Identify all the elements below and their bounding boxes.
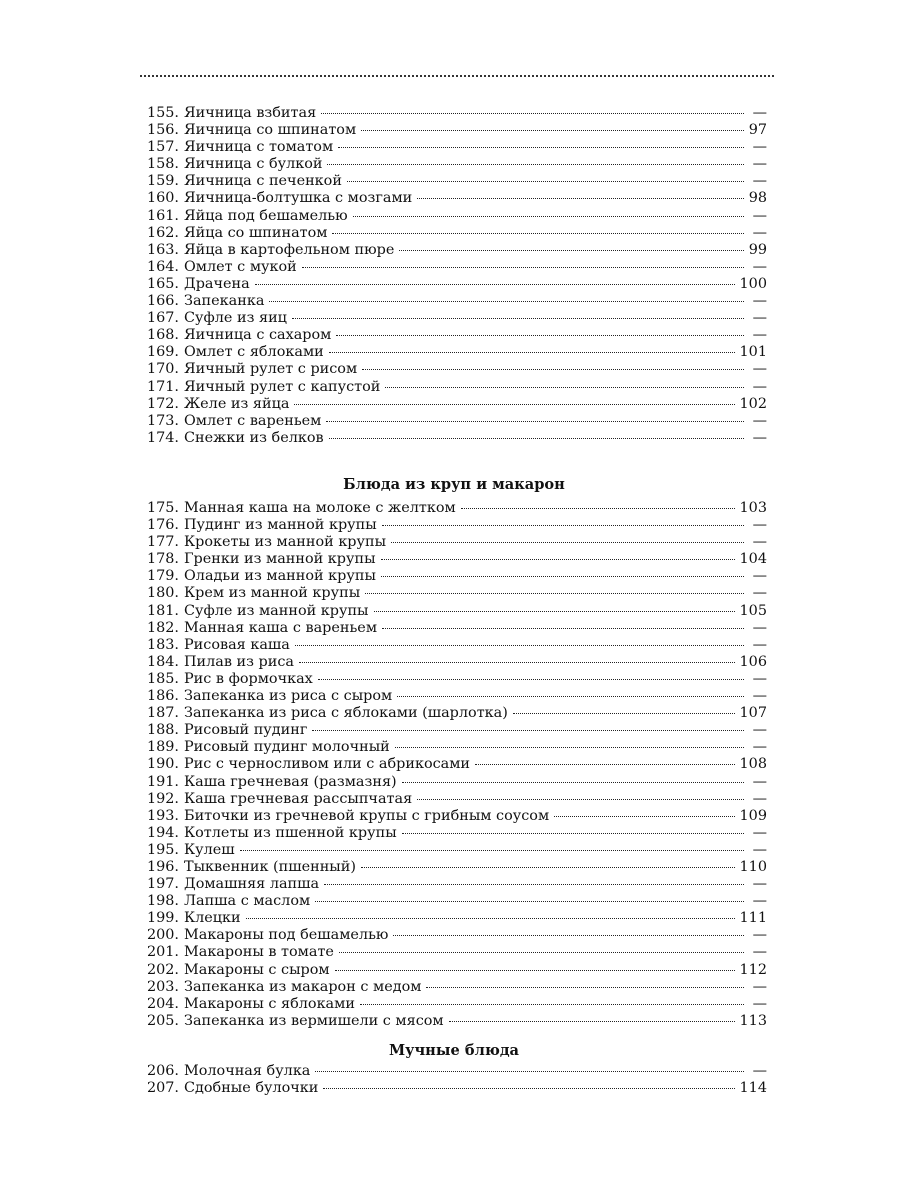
entry-page-number: 111 xyxy=(739,910,767,927)
entry-number: 166. xyxy=(146,293,179,310)
toc-entry xyxy=(141,327,767,344)
entry-number: 159. xyxy=(146,173,179,190)
toc-entry xyxy=(141,361,767,378)
entry-number: 192. xyxy=(146,790,179,807)
entry-title: Омлет с яблоками xyxy=(184,344,324,361)
entry-number: 187. xyxy=(146,705,179,722)
entry-title: Макароны под бешамелью xyxy=(184,927,389,944)
toc-entry xyxy=(141,637,767,654)
dot-leader xyxy=(318,679,744,680)
dot-leader xyxy=(382,628,744,629)
toc-entry xyxy=(141,225,767,242)
toc-entry xyxy=(141,430,767,447)
entry-page-number: 104 xyxy=(739,551,767,568)
entry-page-number: — xyxy=(752,944,767,961)
toc-entry xyxy=(141,876,767,893)
toc-entry xyxy=(141,310,767,327)
toc-entry xyxy=(141,396,767,413)
entry-page-number: 101 xyxy=(739,344,767,361)
entry-title: Запеканка из риса с яблоками (шарлотка) xyxy=(184,705,508,722)
entry-title: Молочная булка xyxy=(184,1063,311,1079)
entry-number: 163. xyxy=(146,241,179,258)
entry-title: Яичница с сахаром xyxy=(184,327,332,344)
entry-title: Запеканка из макарон с медом xyxy=(184,978,422,995)
toc-entry xyxy=(141,893,767,910)
entry-title: Крем из манной крупы xyxy=(184,585,361,602)
entry-number: 179. xyxy=(146,568,179,585)
toc-entry xyxy=(141,774,767,791)
entry-number: 191. xyxy=(146,773,179,790)
entry-page-number: — xyxy=(752,293,767,310)
toc-entry xyxy=(141,910,767,927)
dot-leader xyxy=(362,369,744,370)
entry-page-number: — xyxy=(752,327,767,344)
toc-entry xyxy=(141,1080,767,1097)
dot-leader xyxy=(391,542,744,543)
dot-leader xyxy=(299,662,735,663)
toc-entry xyxy=(141,517,767,534)
dot-leader xyxy=(339,952,744,953)
entry-number: 194. xyxy=(146,824,179,841)
toc-entry xyxy=(141,705,767,722)
dot-leader xyxy=(294,404,734,405)
entry-title: Домашняя лапша xyxy=(184,876,320,893)
entry-title: Манная каша с вареньем xyxy=(184,619,378,636)
entry-number: 156. xyxy=(146,122,179,139)
entry-title: Яйца под бешамелью xyxy=(184,207,348,224)
entry-title: Снежки из белков xyxy=(184,429,324,446)
toc-entry xyxy=(141,859,767,876)
entry-page-number: — xyxy=(752,139,767,156)
entry-number: 188. xyxy=(146,722,179,739)
entry-title: Манная каша на молоке с желтком xyxy=(184,500,456,516)
entry-page-number: — xyxy=(752,876,767,893)
entry-page-number: — xyxy=(752,361,767,378)
dot-leader xyxy=(417,799,744,800)
entry-title: Крокеты из манной крупы xyxy=(184,534,387,551)
entry-page-number: — xyxy=(752,739,767,756)
dot-leader xyxy=(475,764,735,765)
entry-number: 197. xyxy=(146,876,179,893)
entry-title: Рис с черносливом или с абрикосами xyxy=(184,756,471,773)
dot-leader xyxy=(302,267,744,268)
toc-entry xyxy=(141,242,767,259)
toc-entry xyxy=(141,500,767,517)
dot-leader xyxy=(347,181,744,182)
entry-number: 176. xyxy=(146,517,179,534)
toc-section-flour-dishes xyxy=(141,1063,767,1097)
dot-leader xyxy=(292,318,744,319)
dot-leader xyxy=(324,884,744,885)
dot-leader xyxy=(315,901,744,902)
entry-page-number: 114 xyxy=(739,1080,767,1097)
toc-entry xyxy=(141,620,767,637)
entry-number: 164. xyxy=(146,258,179,275)
toc-entry xyxy=(141,122,767,139)
entry-title: Гренки из манной крупы xyxy=(184,551,376,568)
toc-entry xyxy=(141,1063,767,1080)
dot-leader xyxy=(327,164,744,165)
entry-title: Каша гречневая рассыпчатая xyxy=(184,790,413,807)
toc-entry xyxy=(141,996,767,1013)
entry-title: Лапша с маслом xyxy=(184,893,311,910)
entry-number: 162. xyxy=(146,224,179,241)
entry-title: Макароны в томате xyxy=(184,944,334,961)
entry-page-number: — xyxy=(752,1063,767,1079)
dot-leader xyxy=(332,233,744,234)
entry-number: 184. xyxy=(146,653,179,670)
dot-leader xyxy=(426,987,744,988)
entry-title: Яичница со шпинатом xyxy=(184,122,357,139)
entry-number: 205. xyxy=(146,1012,179,1029)
entry-number: 170. xyxy=(146,361,179,378)
entry-title: Яичница взбитая xyxy=(184,105,317,121)
entry-page-number: 108 xyxy=(739,756,767,773)
dot-leader xyxy=(395,747,744,748)
entry-number: 165. xyxy=(146,275,179,292)
entry-page-number: 98 xyxy=(748,190,767,207)
toc-entry xyxy=(141,173,767,190)
entry-page-number: — xyxy=(752,585,767,602)
entry-title: Яичница с булкой xyxy=(184,156,323,173)
dot-leader xyxy=(402,782,744,783)
entry-title: Котлеты из пшенной крупы xyxy=(184,824,397,841)
dot-leader xyxy=(353,216,744,217)
entry-number: 167. xyxy=(146,310,179,327)
dot-leader xyxy=(336,335,744,336)
toc-entry xyxy=(141,534,767,551)
entry-page-number: 107 xyxy=(739,705,767,722)
entry-number: 160. xyxy=(146,190,179,207)
entry-number: 169. xyxy=(146,344,179,361)
toc-entry xyxy=(141,190,767,207)
entry-title: Яичница-болтушка с мозгами xyxy=(184,190,413,207)
entry-number: 181. xyxy=(146,602,179,619)
entry-page-number: — xyxy=(752,534,767,551)
entry-number: 182. xyxy=(146,619,179,636)
dot-leader xyxy=(399,250,743,251)
entry-number: 189. xyxy=(146,739,179,756)
entry-number: 172. xyxy=(146,395,179,412)
toc-entry xyxy=(141,139,767,156)
dot-leader xyxy=(321,113,744,114)
entry-title: Яйца в картофельном пюре xyxy=(184,241,395,258)
toc-entry xyxy=(141,259,767,276)
entry-number: 168. xyxy=(146,327,179,344)
toc-entry xyxy=(141,808,767,825)
toc-entry xyxy=(141,944,767,961)
dot-leader xyxy=(338,147,744,148)
entry-title: Омлет с мукой xyxy=(184,258,297,275)
entry-page-number: — xyxy=(752,378,767,395)
toc-entry xyxy=(141,208,767,225)
entry-page-number: 106 xyxy=(739,653,767,670)
entry-title: Яичный рулет с рисом xyxy=(184,361,358,378)
dot-leader xyxy=(554,816,734,817)
dot-leader xyxy=(361,867,735,868)
dot-leader xyxy=(295,645,744,646)
dot-leader xyxy=(326,421,744,422)
entry-page-number: 110 xyxy=(739,858,767,875)
entry-title: Рисовая каша xyxy=(184,636,290,653)
dot-leader xyxy=(382,525,744,526)
toc-entry xyxy=(141,1013,767,1030)
entry-number: 201. xyxy=(146,944,179,961)
entry-page-number: — xyxy=(752,310,767,327)
entry-page-number: 113 xyxy=(739,1012,767,1029)
dot-leader xyxy=(329,438,744,439)
dot-leader xyxy=(385,387,744,388)
entry-page-number: 102 xyxy=(739,395,767,412)
dot-leader xyxy=(246,918,735,919)
dot-leader xyxy=(397,696,744,697)
entry-page-number: — xyxy=(752,978,767,995)
entry-number: 203. xyxy=(146,978,179,995)
dot-leader xyxy=(323,1088,734,1089)
entry-title: Драчена xyxy=(184,275,250,292)
entry-number: 173. xyxy=(146,412,179,429)
entry-page-number: — xyxy=(752,688,767,705)
toc-entry xyxy=(141,654,767,671)
dot-leader xyxy=(315,1071,744,1072)
entry-title: Сдобные булочки xyxy=(184,1080,319,1097)
entry-page-number: — xyxy=(752,773,767,790)
entry-title: Суфле из яиц xyxy=(184,310,287,327)
dot-leader xyxy=(360,1004,744,1005)
entry-page-number: 97 xyxy=(748,122,767,139)
top-dotted-rule xyxy=(140,75,774,77)
dot-leader xyxy=(365,593,744,594)
entry-page-number: — xyxy=(752,207,767,224)
entry-title: Биточки из гречневой крупы с грибным соусом xyxy=(184,807,550,824)
toc-entry xyxy=(141,825,767,842)
entry-title: Запеканка из вермишели с мясом xyxy=(184,1012,444,1029)
entry-title: Каша гречневая (размазня) xyxy=(184,773,397,790)
toc-entry xyxy=(141,585,767,602)
entry-title: Пилав из риса xyxy=(184,653,294,670)
entry-title: Макароны с сыром xyxy=(184,961,330,978)
entry-page-number: 99 xyxy=(748,241,767,258)
entry-page-number: — xyxy=(752,636,767,653)
dot-leader xyxy=(269,301,744,302)
entry-page-number: 112 xyxy=(739,961,767,978)
dot-leader xyxy=(393,935,744,936)
entry-number: 155. xyxy=(146,105,179,121)
entry-page-number: — xyxy=(752,841,767,858)
toc-entry xyxy=(141,156,767,173)
toc-entry xyxy=(141,105,767,122)
toc-entry xyxy=(141,603,767,620)
entry-page-number: — xyxy=(752,568,767,585)
entry-number: 177. xyxy=(146,534,179,551)
entry-title: Запеканка xyxy=(184,293,265,310)
entry-number: 157. xyxy=(146,139,179,156)
entry-number: 206. xyxy=(146,1063,179,1079)
entry-number: 207. xyxy=(146,1080,179,1097)
entry-title: Тыквенник (пшенный) xyxy=(184,858,356,875)
entry-number: 185. xyxy=(146,670,179,687)
entry-page-number: — xyxy=(752,670,767,687)
toc-entry xyxy=(141,688,767,705)
dot-leader xyxy=(417,198,743,199)
entry-number: 202. xyxy=(146,961,179,978)
dot-leader xyxy=(312,730,744,731)
entry-number: 183. xyxy=(146,636,179,653)
entry-number: 174. xyxy=(146,429,179,446)
dot-leader xyxy=(255,284,735,285)
section-heading-flour-dishes: Мучные блюда xyxy=(388,1042,520,1059)
entry-title: Рисовый пудинг xyxy=(184,722,308,739)
toc-entry xyxy=(141,413,767,430)
toc-entry xyxy=(141,293,767,310)
toc-entry xyxy=(141,344,767,361)
toc-entry xyxy=(141,842,767,859)
entry-page-number: — xyxy=(752,517,767,534)
entry-title: Макароны с яблоками xyxy=(184,995,355,1012)
entry-page-number: 103 xyxy=(739,500,767,516)
toc-entry xyxy=(141,568,767,585)
dot-leader xyxy=(461,508,735,509)
entry-number: 161. xyxy=(146,207,179,224)
entry-title: Желе из яйца xyxy=(184,395,290,412)
entry-page-number: 109 xyxy=(739,807,767,824)
entry-page-number: — xyxy=(752,429,767,446)
toc-entry xyxy=(141,791,767,808)
dot-leader xyxy=(402,833,744,834)
entry-page-number: — xyxy=(752,790,767,807)
entry-page-number: — xyxy=(752,224,767,241)
entry-page-number: — xyxy=(752,412,767,429)
toc-entry xyxy=(141,551,767,568)
entry-number: 158. xyxy=(146,156,179,173)
dot-leader xyxy=(374,611,735,612)
entry-page-number: — xyxy=(752,619,767,636)
entry-number: 175. xyxy=(146,500,179,516)
entry-page-number: — xyxy=(752,258,767,275)
dot-leader xyxy=(449,1021,735,1022)
entry-title: Рисовый пудинг молочный xyxy=(184,739,390,756)
entry-page-number: 100 xyxy=(739,275,767,292)
toc-entry xyxy=(141,962,767,979)
entry-title: Омлет с вареньем xyxy=(184,412,322,429)
entry-number: 171. xyxy=(146,378,179,395)
entry-page-number: 105 xyxy=(739,602,767,619)
entry-number: 180. xyxy=(146,585,179,602)
entry-title: Кулеш xyxy=(184,841,235,858)
dot-leader xyxy=(381,576,744,577)
entry-number: 195. xyxy=(146,841,179,858)
toc-entry xyxy=(141,379,767,396)
entry-number: 204. xyxy=(146,995,179,1012)
dot-leader xyxy=(240,850,744,851)
dot-leader xyxy=(381,559,735,560)
entry-number: 190. xyxy=(146,756,179,773)
entry-page-number: — xyxy=(752,722,767,739)
toc-section-eggs xyxy=(141,105,767,447)
section-heading-cereals-pasta: Блюда из круп и макарон xyxy=(343,476,565,493)
entry-number: 199. xyxy=(146,910,179,927)
entry-title: Яичница с печенкой xyxy=(184,173,342,190)
toc-entry xyxy=(141,756,767,773)
toc-section-cereals-pasta xyxy=(141,500,767,1030)
dot-leader xyxy=(329,352,735,353)
entry-title: Запеканка из риса с сыром xyxy=(184,688,393,705)
entry-title: Клецки xyxy=(184,910,241,927)
toc-entry xyxy=(141,927,767,944)
toc-entry xyxy=(141,722,767,739)
entry-number: 200. xyxy=(146,927,179,944)
toc-entry xyxy=(141,979,767,996)
entry-page-number: — xyxy=(752,173,767,190)
entry-title: Яичный рулет с капустой xyxy=(184,378,381,395)
entry-number: 193. xyxy=(146,807,179,824)
entry-page-number: — xyxy=(752,824,767,841)
entry-title: Рис в формочках xyxy=(184,670,313,687)
dot-leader xyxy=(335,970,735,971)
entry-title: Яичница с томатом xyxy=(184,139,334,156)
dot-leader xyxy=(513,713,735,714)
entry-number: 178. xyxy=(146,551,179,568)
entry-title: Суфле из манной крупы xyxy=(184,602,369,619)
entry-number: 196. xyxy=(146,858,179,875)
entry-title: Пудинг из манной крупы xyxy=(184,517,377,534)
toc-entry xyxy=(141,276,767,293)
entry-title: Оладьи из манной крупы xyxy=(184,568,376,585)
entry-page-number: — xyxy=(752,893,767,910)
entry-title: Яйца со шпинатом xyxy=(184,224,328,241)
entry-page-number: — xyxy=(752,995,767,1012)
entry-number: 198. xyxy=(146,893,179,910)
entry-page-number: — xyxy=(752,156,767,173)
toc-entry xyxy=(141,671,767,688)
entry-page-number: — xyxy=(752,105,767,121)
dot-leader xyxy=(361,130,744,131)
toc-entry xyxy=(141,739,767,756)
entry-page-number: — xyxy=(752,927,767,944)
entry-number: 186. xyxy=(146,688,179,705)
